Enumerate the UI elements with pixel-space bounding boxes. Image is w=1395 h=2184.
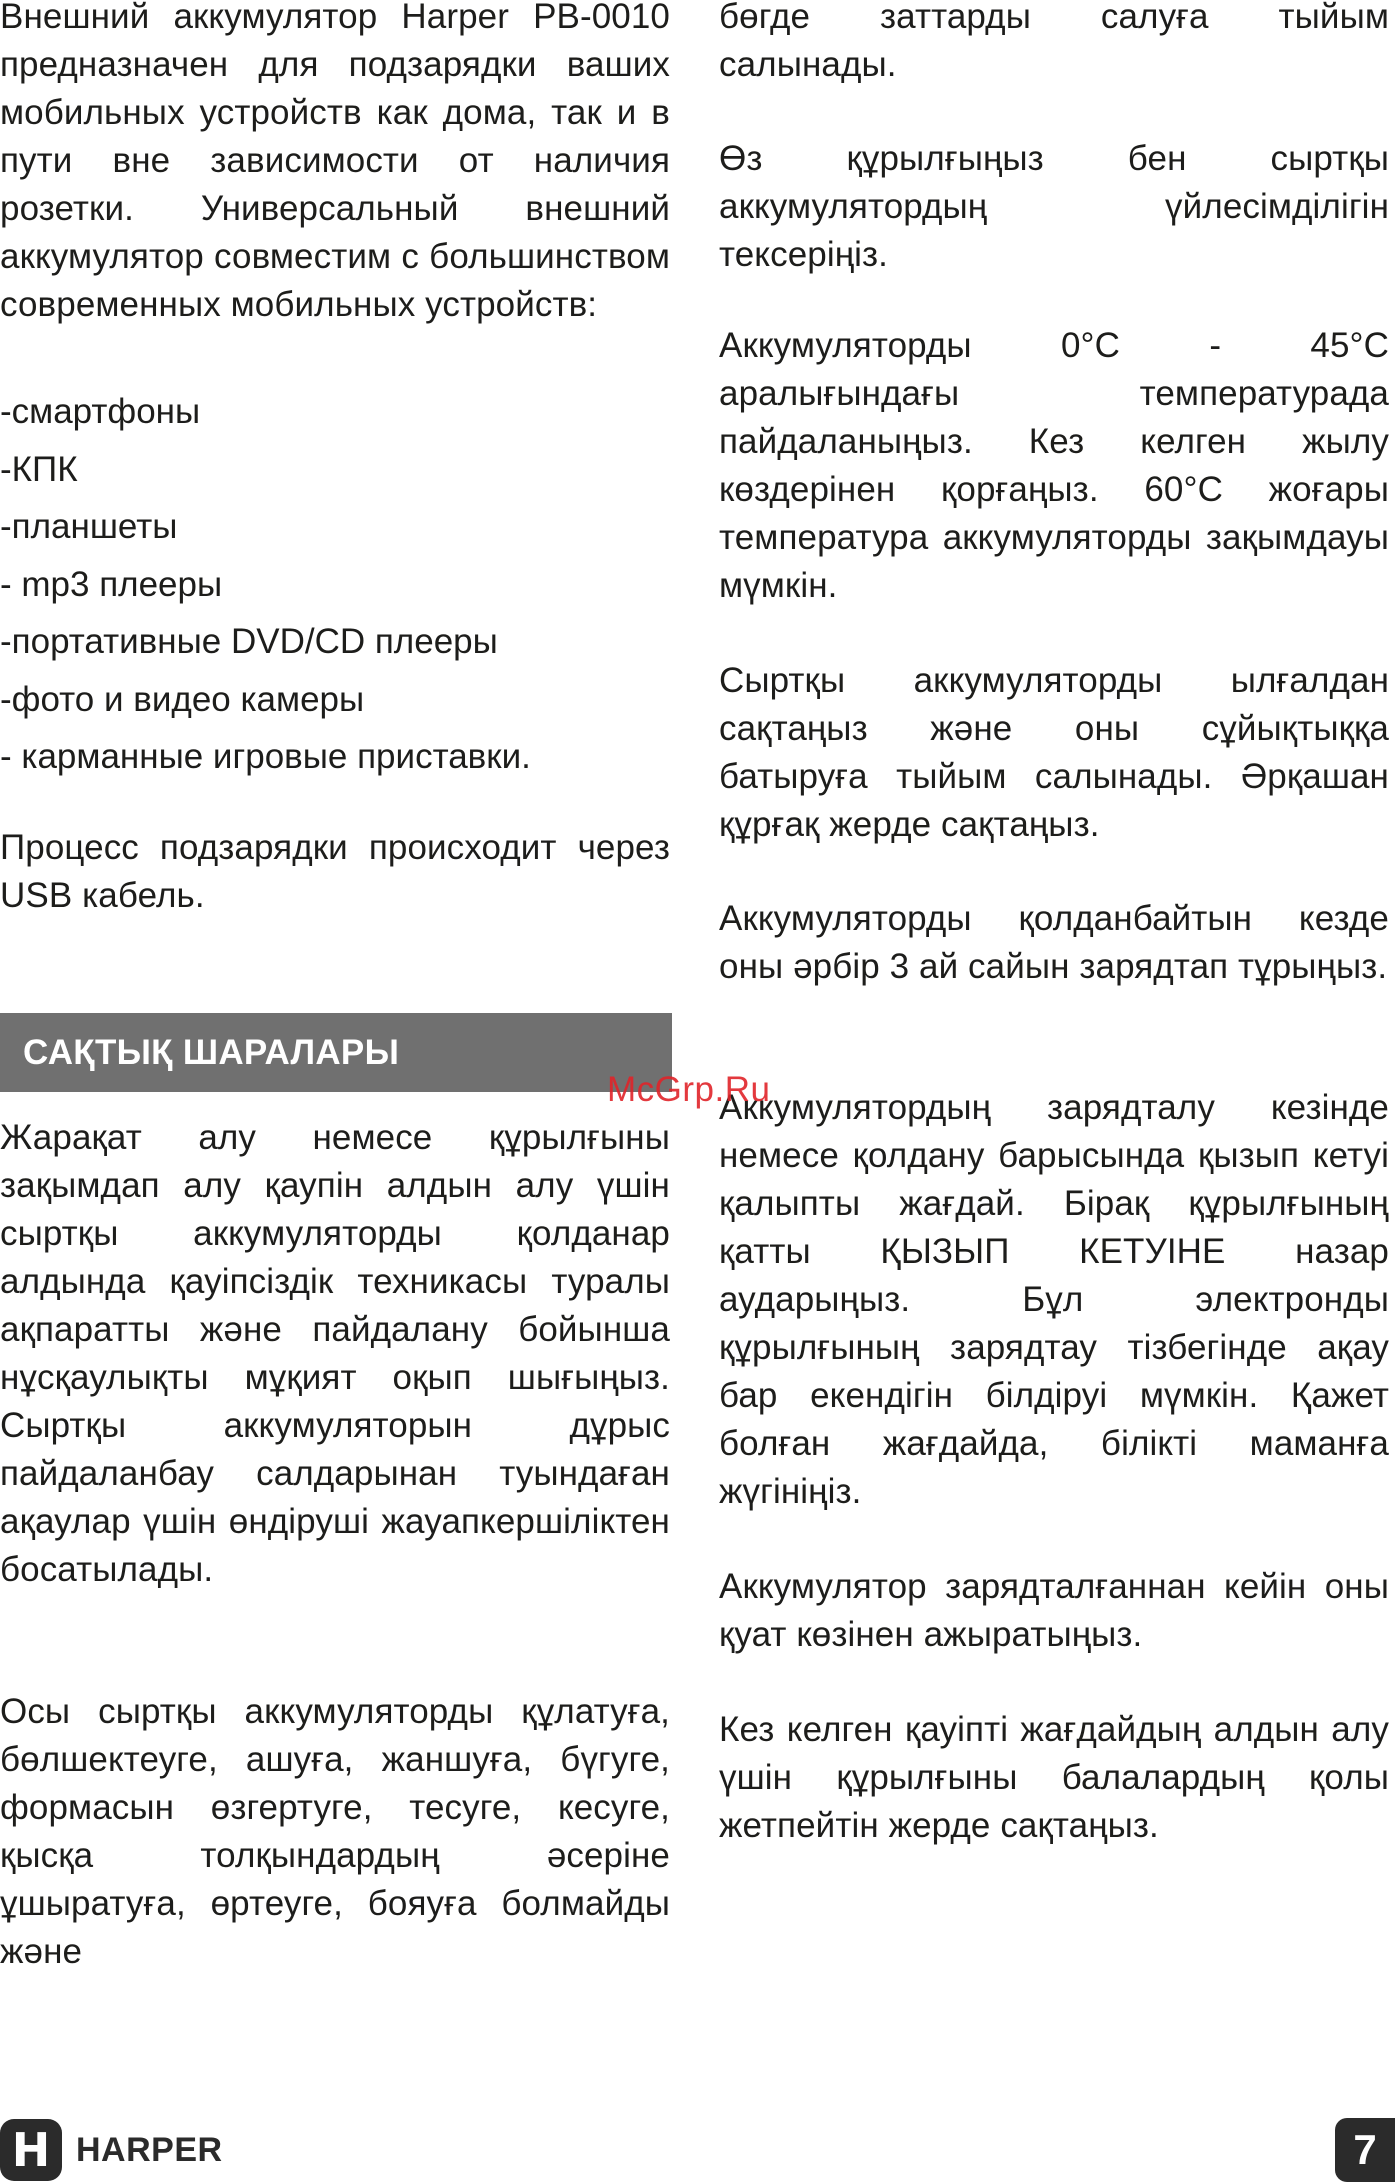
safety-paragraph-4: Өз құрылғыңыз бен сыртқы аккумулятордың үйлесімділігін тексеріңіз. xyxy=(719,139,1389,274)
safety-paragraph-9: Аккумулятор зарядталғаннан кейін оны қуат көзінен ажыратыңыз. xyxy=(719,1567,1389,1654)
brand-logo xyxy=(0,2120,223,2180)
safety-paragraph-6: Сыртқы аккумуляторды ылғалдан сақтаңыз және оны сұйықтыққа батыруға тыйым салынады. Әрқашан құрғақ жерде сақтаңыз. xyxy=(719,661,1389,844)
list-item: - карманные игровые приставки. xyxy=(0,737,531,776)
safety-paragraph-10: Кез келген қауіпті жағдайдың алдын алу үшін құрылғыны балалардың қолы жетпейтін жерде сақтаңыз. xyxy=(719,1710,1389,1845)
safety-paragraph-1: Жарақат алу немесе құрылғыны зақымдап алу қаупін алдын алу үшін сыртқы аккумуляторды қолданар алдында қауіпсіздік техникасы туралы ақпаратты және пайдалану бойынша нұсқаулықты мұқият оқып шығыңыз. Сыртқы аккумуляторын дұрыс пайдаланбау салдарынан туындаған ақаулар үшін өндіруші жауапкершіліктен босатылады. xyxy=(0,1118,670,1589)
safety-paragraph-2: Осы сыртқы аккумуляторды құлатуға, бөлшектеуге, ашуға, жаншуға, бүгуге, формасын өзгертуге, тесуге, кесуге, қысқа толқындардың әсеріне ұшыратуға, өртеуге, бояуға болмайды және xyxy=(0,1692,670,1971)
list-item: - mp3 плееры xyxy=(0,564,223,604)
safety-paragraph-8: Аккумулятордың зарядталу кезінде немесе қолдану барысында қызып кетуі қалыпты жағдай. Бірақ құрылғының қатты ҚЫЗЫП КЕТУІНЕ назар аударыңыз. Бұл электронды құрылғының зарядтау тізбегінде ақау бар екендігін білдіруі мүмкін. Қажет болған жағдайда, білікті маманға жүгініңіз. xyxy=(719,1088,1389,1511)
list-item: -КПК xyxy=(0,449,78,489)
list-item: -фото и видео камеры xyxy=(0,679,365,719)
intro-paragraph: Внешний аккумулятор Harper PB-0010 предназначен для подзарядки ваших мобильных устройств как дома, так и в пути вне зависимости от наличия розетки. Универсальный внешний аккумулятор совместим с большинством современных мобильных устройств: xyxy=(0,0,670,324)
section-title: САҚТЫҚ ШАРАЛАРЫ xyxy=(23,1032,400,1072)
page-number: 7 xyxy=(1335,2118,1395,2182)
safety-paragraph-7: Аккумуляторды қолданбайтын кезде оны әрбір 3 ай сайын зарядтап тұрыңыз. xyxy=(719,899,1389,986)
list-item: -портативные DVD/CD плееры xyxy=(0,622,498,661)
usb-note-paragraph: Процесс подзарядки происходит через USB кабель. xyxy=(0,828,670,915)
watermark-text: McGrp.Ru xyxy=(607,1070,771,1109)
list-item: -планшеты xyxy=(0,507,178,546)
logo-h-icon: H xyxy=(0,2119,62,2181)
safety-paragraph-5: Аккумуляторды 0°С - 45°С аралығындағы температурада пайдаланыңыз. Кез келген жылу көздерінен қорғаңыз. 60°С жоғары температура аккумуляторды зақымдауы мүмкін. xyxy=(719,326,1389,605)
device-list xyxy=(0,383,670,786)
safety-paragraph-3: бөгде заттарды салуға тыйым салынады. xyxy=(719,0,1389,84)
section-heading-bar xyxy=(0,1013,672,1092)
logo-wordmark: HARPER xyxy=(76,2130,223,2169)
list-item: -смартфоны xyxy=(0,392,201,431)
